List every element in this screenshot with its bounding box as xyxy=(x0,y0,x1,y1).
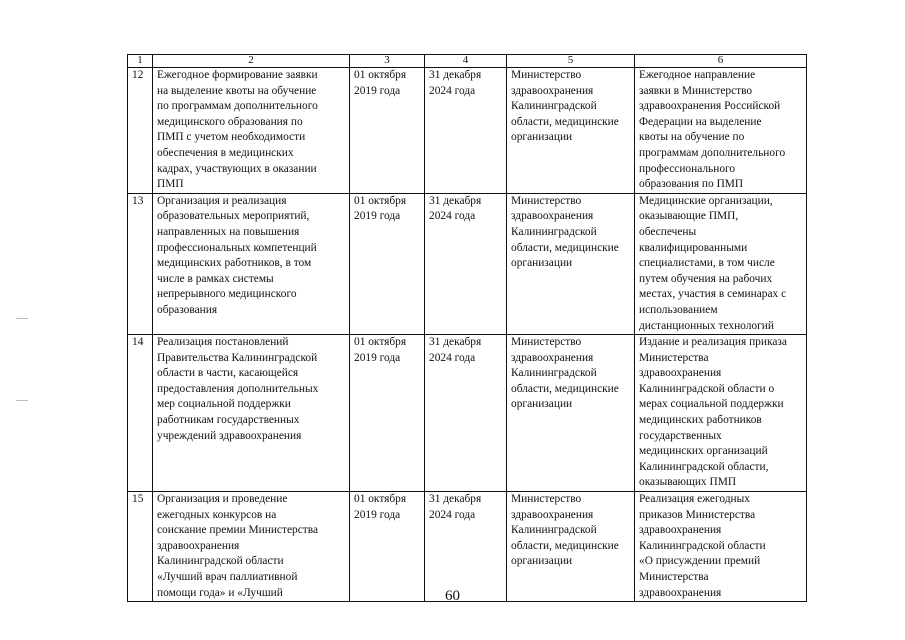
activity-cell xyxy=(153,68,350,194)
start-date-cell xyxy=(350,68,425,194)
table-row xyxy=(128,335,807,492)
executor-text: Министерство здравоохранения Калининградской области, медицинские организации xyxy=(511,194,619,270)
start-date: 01 октября 2019 года xyxy=(354,493,407,521)
end-date: 31 декабря 2024 года xyxy=(429,194,482,223)
result-text: Реализация ежегодных приказов Министерства здравоохранения Калининградской области «О присуждении премий Министерства здравоохранения xyxy=(639,493,766,599)
margin-mark xyxy=(16,318,28,319)
start-date-cell xyxy=(350,193,425,334)
activity-text: Реализация постановлений Правительства Калининградской области в части, касающейся предоставления дополнительных мер социальной поддержки работникам государственных учреждений здравоохранения xyxy=(157,336,319,442)
end-date: 31 декабря 2024 года xyxy=(429,493,482,521)
column-header-2: 2 xyxy=(153,55,350,68)
result-text: Издание и реализация приказа Министерства здравоохранения Калининградской области о мерах социальной поддержки медицинских работников государственных медицинских организаций Калининградской области, оказывающих ПМП xyxy=(639,336,787,489)
result-cell xyxy=(635,68,807,194)
table-row xyxy=(128,68,807,194)
executor-cell xyxy=(507,492,635,602)
row-number-cell xyxy=(128,68,153,194)
executor-cell xyxy=(507,193,635,334)
start-date: 01 октября 2019 года xyxy=(354,194,407,223)
column-header-3: 3 xyxy=(350,55,425,68)
start-date-cell xyxy=(350,335,425,492)
row-number: 12 xyxy=(132,69,144,81)
row-number-cell xyxy=(128,335,153,492)
column-header-4: 4 xyxy=(425,55,507,68)
executor-text: Министерство здравоохранения Калининградской области, медицинские организации xyxy=(511,336,619,411)
end-date: 31 декабря 2024 года xyxy=(429,336,482,364)
row-number: 14 xyxy=(132,336,144,349)
executor-text: Министерство здравоохранения Калининградской области, медицинские организации xyxy=(511,69,619,144)
table-header xyxy=(128,55,807,68)
column-header-6: 6 xyxy=(635,55,807,68)
end-date-cell xyxy=(425,68,507,194)
result-cell xyxy=(635,335,807,492)
margin-mark xyxy=(16,400,28,401)
result-cell xyxy=(635,193,807,334)
activity-text: Ежегодное формирование заявки на выделение квоты на обучение по программам дополнительного медицинского образования по ПМП с учетом необходимости обеспечения в медицинских кадрах, участвующих в оказании ПМП xyxy=(157,69,318,191)
start-date: 01 октября 2019 года xyxy=(354,69,407,97)
column-header-1: 1 xyxy=(128,55,153,68)
start-date: 01 октября 2019 года xyxy=(354,336,407,364)
row-number-cell xyxy=(128,492,153,602)
end-date-cell xyxy=(425,492,507,602)
result-text: Ежегодное направление заявки в Министерство здравоохранения Российской Федерации на выделение квоты на обучение по программам дополнительного профессионального образования по ПМП xyxy=(639,69,786,191)
column-header-5: 5 xyxy=(507,55,635,68)
executor-cell xyxy=(507,68,635,194)
end-date: 31 декабря 2024 года xyxy=(429,69,482,97)
result-text: Медицинские организации, оказывающие ПМП, обеспечены квалифицированными специалистами, в том числе путем обучения на рабочих местах, участия в семинарах с использованием дистанционных технологий xyxy=(639,194,787,332)
activity-cell xyxy=(153,193,350,334)
start-date-cell xyxy=(350,492,425,602)
result-cell xyxy=(635,492,807,602)
executor-cell xyxy=(507,335,635,492)
end-date-cell xyxy=(425,335,507,492)
activity-text: Организация и проведение ежегодных конкурсов на соискание премии Министерства здравоохранения Калининградской области «Лучший врач паллиативной помощи года» и «Лучший xyxy=(157,493,319,599)
row-number: 13 xyxy=(132,194,144,207)
activity-text: Организация и реализация образовательных мероприятий, направленных на повышения профессиональных компетенций медицинских работников, в том числе в рамках системы непрерывного медицинского образования xyxy=(157,194,317,316)
end-date-cell xyxy=(425,193,507,334)
action-plan-table xyxy=(127,54,807,602)
table-row xyxy=(128,193,807,334)
activity-cell xyxy=(153,492,350,602)
row-number-cell xyxy=(128,193,153,334)
table-row xyxy=(128,492,807,602)
activity-cell xyxy=(153,335,350,492)
row-number: 15 xyxy=(132,493,144,506)
executor-text: Министерство здравоохранения Калининградской области, медицинские организации xyxy=(511,493,619,568)
page-number: 60 xyxy=(445,588,460,604)
